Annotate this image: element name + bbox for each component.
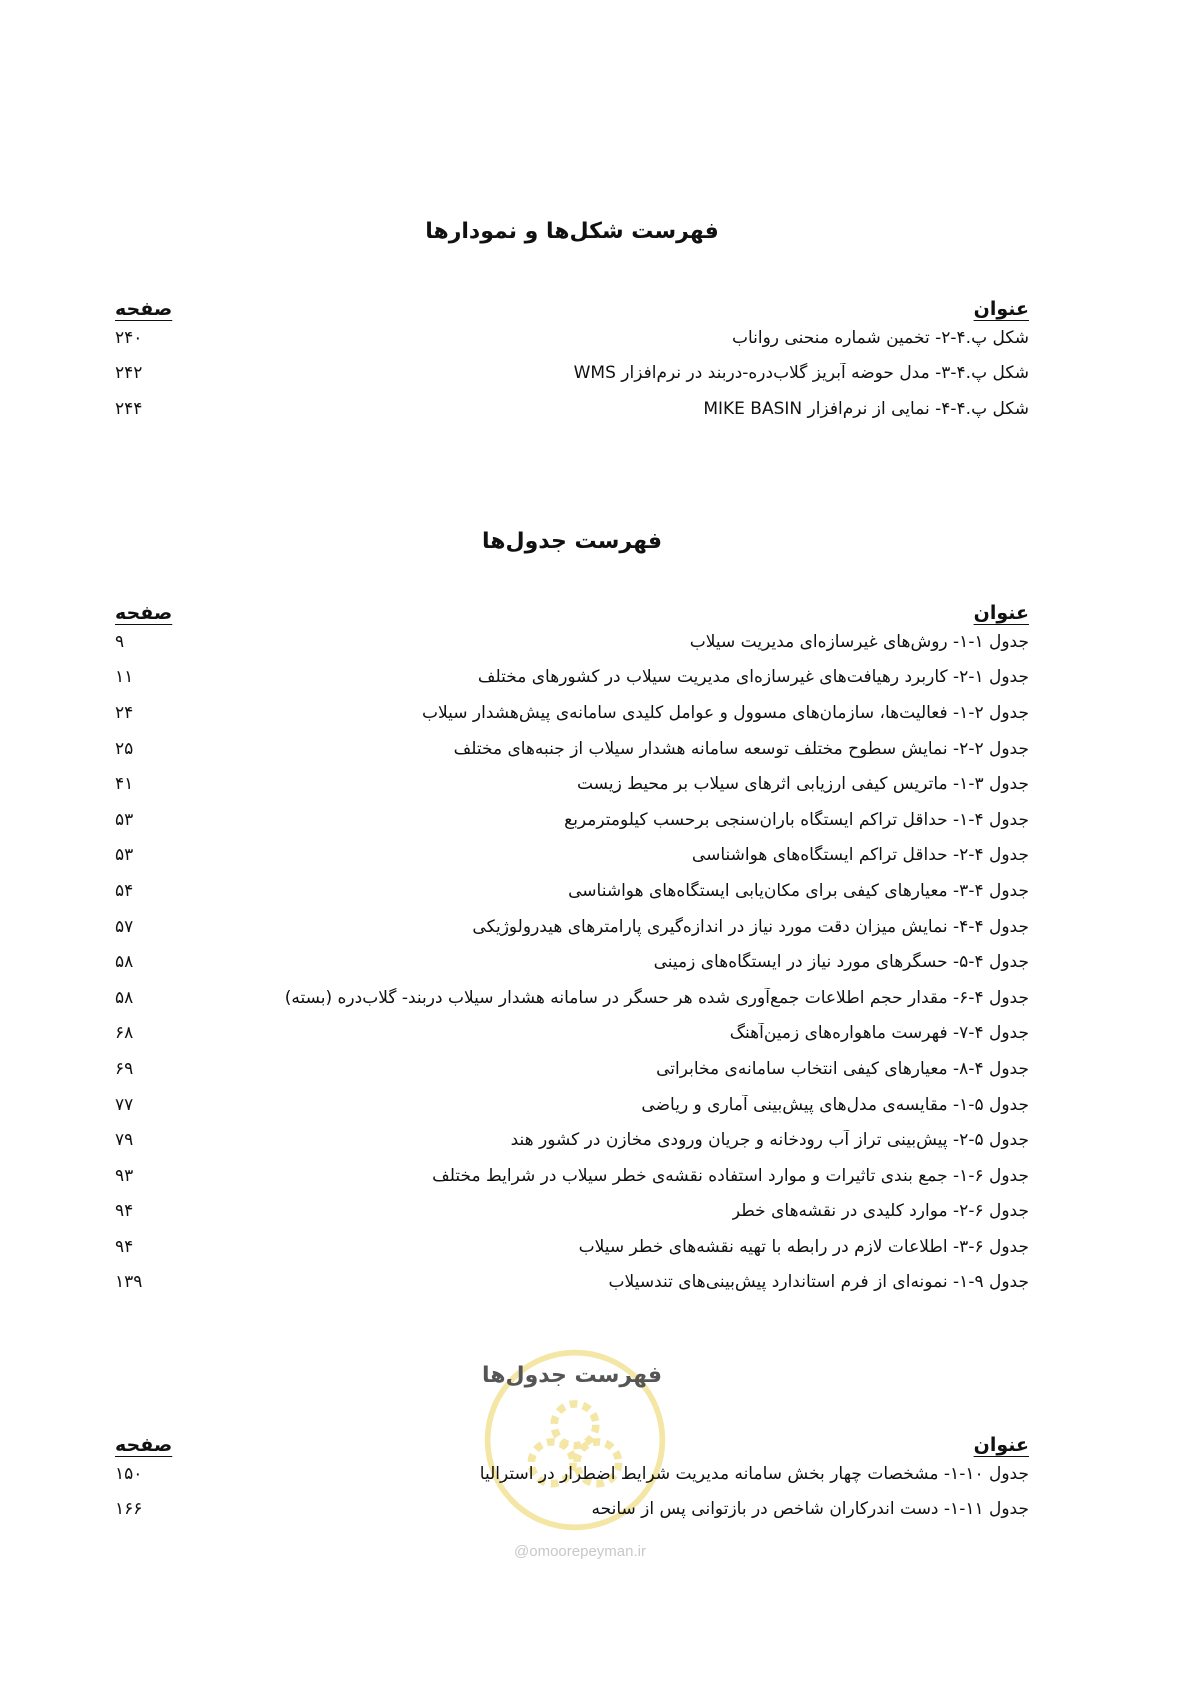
- list-of-tables-continued: [115, 1356, 1029, 1527]
- title-column-header: عنوان: [973, 602, 1029, 624]
- entry-title: جدول ۴-۶- مقدار حجم اطلاعات جمع‌آوری شده هر حسگر در سامانه هشدار سیلاب دربند- گلاب‌دره (بسته): [284, 987, 1029, 1008]
- entry-title: جدول ۵-۲- پیش‌بینی تراز آب رودخانه و جریان ورودی مخازن در کشور هند: [510, 1130, 1029, 1151]
- entry-page: ۹: [115, 631, 125, 652]
- list-of-tables: [115, 522, 1029, 1300]
- entry-title: جدول ۴-۳- معیارهای کیفی برای مکان‌یابی ایستگاه‌های هواشناسی: [568, 880, 1029, 901]
- list-item[interactable]: [115, 1229, 1029, 1265]
- entry-title: جدول ۴-۵- حسگرهای مورد نیاز در ایستگاه‌های زمینی: [653, 952, 1029, 973]
- list-item[interactable]: [115, 1016, 1029, 1052]
- entry-page: ۱۱: [115, 667, 134, 688]
- list-item[interactable]: [115, 766, 1029, 802]
- entry-page: ۵۸: [115, 987, 134, 1008]
- entry-title: جدول ۱-۲- کاربرد رهیافت‌های غیرسازه‌ای مدیریت سیلاب در کشورهای مختلف: [477, 667, 1029, 688]
- entry-title: جدول ۹-۱- نمونه‌ای از فرم استاندارد پیش‌بینی‌های تندسیلاب: [608, 1272, 1029, 1293]
- entry-page: ۹۴: [115, 1236, 134, 1257]
- entry-page: ۲۴۲: [115, 363, 143, 384]
- entry-page: ۶۹: [115, 1058, 134, 1079]
- page-column-header: صفحه: [115, 1434, 173, 1456]
- title-column-header: عنوان: [973, 1434, 1029, 1456]
- entry-page: ۵۳: [115, 809, 134, 830]
- list-item[interactable]: [115, 944, 1029, 980]
- entry-page: ۱۵۰: [115, 1463, 143, 1484]
- entry-title: جدول ۶-۲- موارد کلیدی در نقشه‌های خطر: [731, 1201, 1029, 1222]
- entry-page: ۲۴: [115, 702, 134, 723]
- list-item[interactable]: [115, 802, 1029, 838]
- list-item[interactable]: [115, 624, 1029, 660]
- list-item[interactable]: [115, 660, 1029, 696]
- list-item[interactable]: [115, 909, 1029, 945]
- entry-page: ۱۶۶: [115, 1499, 143, 1520]
- entry-page: ۷۹: [115, 1130, 134, 1151]
- list-item[interactable]: [115, 1087, 1029, 1123]
- list-item[interactable]: [115, 356, 1029, 392]
- section-title: فهرست جدول‌ها: [481, 1363, 663, 1388]
- list-item[interactable]: [115, 695, 1029, 731]
- entry-page: ۱۳۹: [115, 1272, 143, 1293]
- watermark-text: @omoorepeyman.ir: [514, 1543, 646, 1560]
- column-headers: [115, 1426, 1029, 1456]
- entry-page: ۵۸: [115, 952, 134, 973]
- list-of-figures: [115, 212, 1029, 427]
- entry-title: شکل پ.۴-۳- مدل حوضه آبریز گلاب‌دره-دربند در نرم‌افزار WMS: [573, 363, 1029, 384]
- list-item[interactable]: [115, 1194, 1029, 1230]
- entry-page: ۹۴: [115, 1201, 134, 1222]
- list-item[interactable]: [115, 391, 1029, 427]
- entry-page: ۷۷: [115, 1094, 134, 1115]
- page-column-header: صفحه: [115, 298, 173, 320]
- column-headers: [115, 290, 1029, 320]
- entry-title: شکل پ.۴-۴- نمایی از نرم‌افزار MIKE BASIN: [703, 398, 1029, 419]
- list-item[interactable]: [115, 1122, 1029, 1158]
- entry-page: ۲۴۰: [115, 327, 143, 348]
- entry-page: ۵۴: [115, 880, 134, 901]
- entry-title: جدول ۱۰-۱- مشخصات چهار بخش سامانه مدیریت شرایط اضطرار در استرالیا: [479, 1463, 1029, 1484]
- entry-title: جدول ۲-۲- نمایش سطوح مختلف توسعه سامانه هشدار سیلاب از جنبه‌های مختلف: [453, 738, 1029, 759]
- entry-page: ۵۳: [115, 845, 134, 866]
- entry-title: جدول ۳-۱- ماتریس کیفی ارزیابی اثرهای سیلاب بر محیط زیست: [576, 774, 1029, 795]
- list-item[interactable]: [115, 1492, 1029, 1528]
- entry-title: جدول ۶-۱- جمع بندی تاثیرات و موارد استفاده نقشه‌ی خطر سیلاب در شرایط مختلف: [432, 1165, 1029, 1186]
- entry-title: شکل پ.۴-۲- تخمین شماره منحنی رواناب: [731, 327, 1029, 348]
- entry-title: جدول ۴-۷- فهرست ماهواره‌های زمین‌آهنگ: [729, 1023, 1029, 1044]
- page-column-header: صفحه: [115, 602, 173, 624]
- entry-title: جدول ۲-۱- فعالیت‌ها، سازمان‌های مسوول و عوامل کلیدی سامانه‌ی پیش‌هشدار سیلاب: [421, 702, 1029, 723]
- list-item[interactable]: [115, 1456, 1029, 1492]
- entry-page: ۴۱: [115, 774, 134, 795]
- entry-title: جدول ۵-۱- مقایسه‌ی مدل‌های پیش‌بینی آماری و ریاضی: [641, 1094, 1029, 1115]
- entry-page: ۲۴۴: [115, 398, 143, 419]
- entry-page: ۶۸: [115, 1023, 134, 1044]
- entry-title: جدول ۴-۸- معیارهای کیفی انتخاب سامانه‌ی مخابراتی: [656, 1058, 1029, 1079]
- list-item[interactable]: [115, 1158, 1029, 1194]
- entry-title: جدول ۶-۳- اطلاعات لازم در رابطه با تهیه نقشه‌های خطر سیلاب: [578, 1236, 1029, 1257]
- list-item[interactable]: [115, 838, 1029, 874]
- list-item[interactable]: [115, 731, 1029, 767]
- section-title: فهرست جدول‌ها: [481, 529, 663, 554]
- entry-page: ۵۷: [115, 916, 134, 937]
- section-title: فهرست شکل‌ها و نمودارها: [425, 219, 719, 244]
- list-item[interactable]: [115, 320, 1029, 356]
- column-headers: [115, 594, 1029, 624]
- list-item[interactable]: [115, 980, 1029, 1016]
- entry-title: جدول ۴-۲- حداقل تراکم ایستگاه‌های هواشناسی: [691, 845, 1029, 866]
- list-item[interactable]: [115, 1051, 1029, 1087]
- title-column-header: عنوان: [973, 298, 1029, 320]
- entry-page: ۹۳: [115, 1165, 134, 1186]
- entry-title: جدول ۴-۴- نمایش میزان دقت مورد نیاز در اندازه‌گیری پارامترهای هیدرولوژیکی: [472, 916, 1029, 937]
- entry-title: جدول ۱-۱- روش‌های غیرسازه‌ای مدیریت سیلاب: [689, 631, 1029, 652]
- list-item[interactable]: [115, 1265, 1029, 1301]
- list-item[interactable]: [115, 873, 1029, 909]
- entry-page: ۲۵: [115, 738, 134, 759]
- entry-title: جدول ۱۱-۱- دست اندرکاران شاخص در بازتوانی پس از سانحه: [591, 1499, 1029, 1520]
- entry-title: جدول ۴-۱- حداقل تراکم ایستگاه باران‌سنجی برحسب کیلومترمربع: [564, 809, 1029, 830]
